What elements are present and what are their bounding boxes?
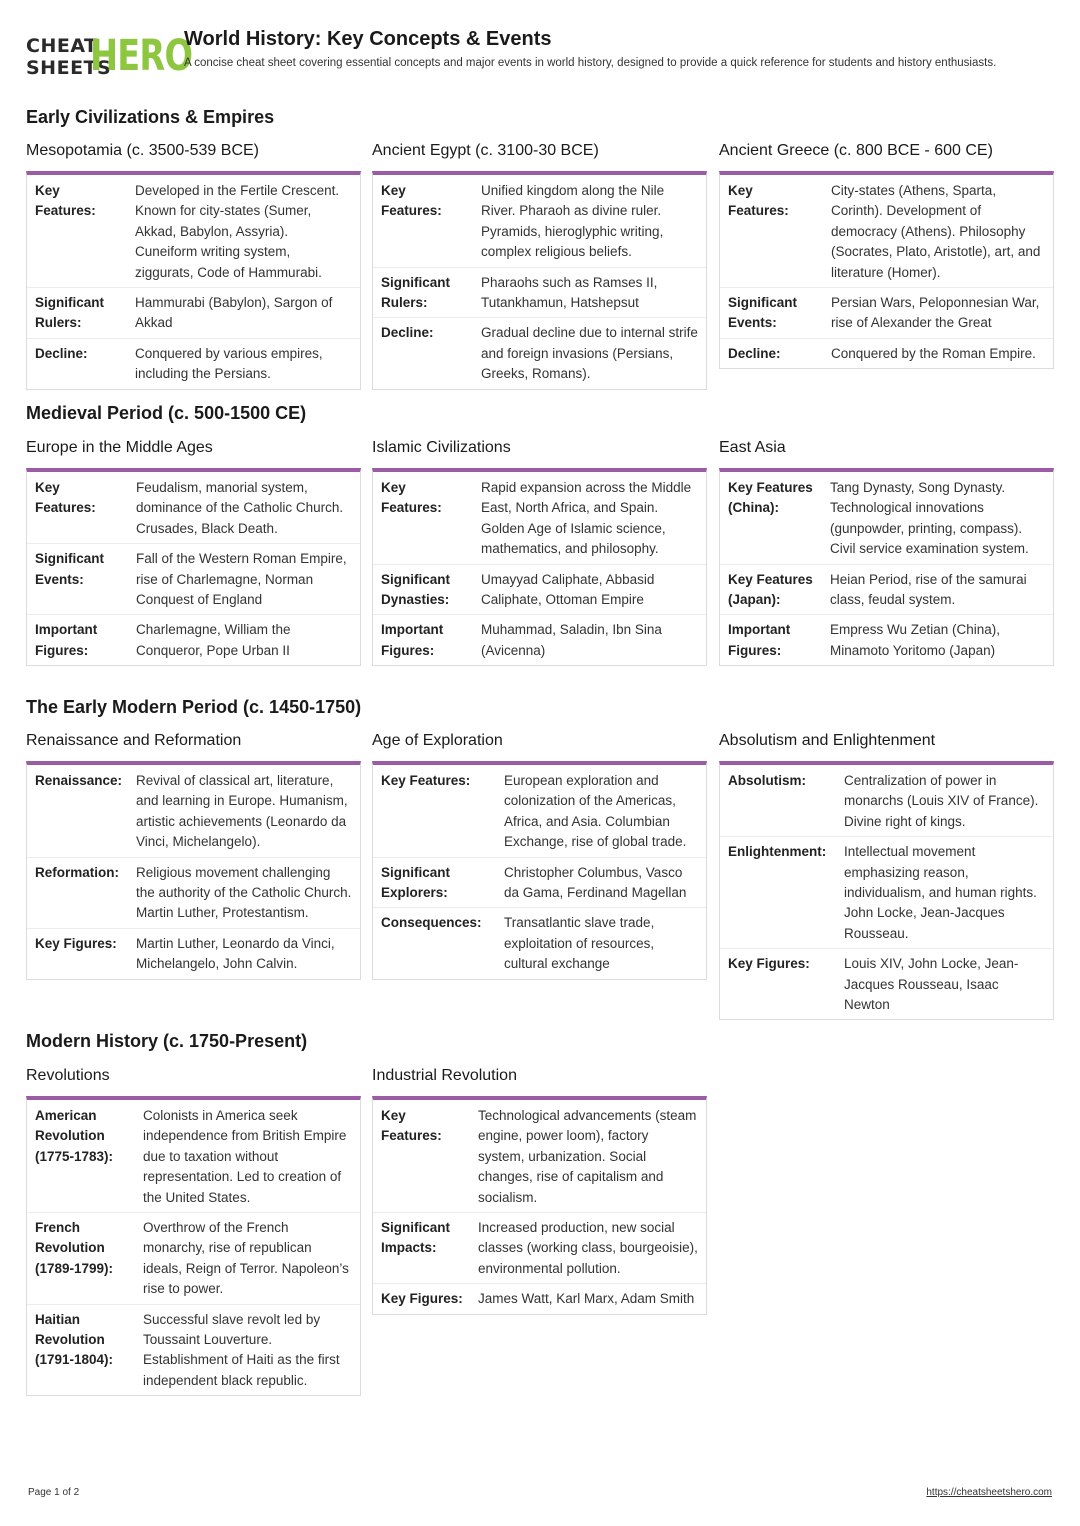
row-value: Heian Period, rise of the samurai class, feudal system. xyxy=(830,571,1027,608)
row-label: Important Figures: xyxy=(728,622,791,658)
row-value: City-states (Athens, Sparta, Corinth). Development of democracy (Athens). Philosophy (Socrates, Plato, Aristotle), art, and literature (Homer). xyxy=(831,183,1041,280)
card-industrial-revolution xyxy=(372,1065,707,1315)
row-value: Feudalism, manorial system, dominance of the Catholic Church. Crusades, Black Death. xyxy=(136,480,344,536)
footer-link[interactable]: https://cheatsheetshero.com xyxy=(926,1487,1052,1498)
card-mesopotamia xyxy=(26,140,361,390)
row-label: Decline: xyxy=(35,345,88,361)
table-row xyxy=(27,1100,360,1212)
card-europe-middle-ages xyxy=(26,437,361,666)
table-row xyxy=(27,928,360,979)
table-row xyxy=(720,765,1053,836)
table-row xyxy=(27,338,360,389)
section-heading: Modern History (c. 1750-Present) xyxy=(26,1031,308,1051)
table-row xyxy=(373,267,706,318)
table-row xyxy=(373,907,706,978)
card-body xyxy=(719,468,1054,666)
table-row xyxy=(27,765,360,857)
row-label: Key Features (China): xyxy=(728,480,813,516)
card-title: Islamic Civilizations xyxy=(372,439,511,456)
card-east-asia xyxy=(719,437,1054,666)
table-row xyxy=(27,614,360,665)
card-body xyxy=(26,1096,361,1396)
row-label: Significant Rulers: xyxy=(35,295,105,331)
logo-text-hero: HERO xyxy=(90,31,193,81)
row-value: Conquered by the Roman Empire. xyxy=(831,345,1036,361)
card-title: Revolutions xyxy=(26,1067,110,1084)
row-value: Pharaohs such as Ramses II, Tutankhamun, Hatshepsut xyxy=(481,274,658,311)
row-label: Enlightenment: xyxy=(728,844,827,860)
row-label: Significant Impacts: xyxy=(381,1220,451,1256)
row-value: Unified kingdom along the Nile River. Pharaoh as divine ruler. Pyramids, hieroglyphic writing, complex religious beliefs. xyxy=(481,183,665,260)
table-row xyxy=(373,1283,706,1313)
row-label: Key Figures: xyxy=(35,935,117,951)
card-body xyxy=(372,468,707,666)
table-row xyxy=(373,472,706,564)
row-label: Absolutism: xyxy=(728,773,807,788)
row-value: Empress Wu Zetian (China), Minamoto Yoritomo (Japan) xyxy=(830,622,1001,658)
cheatsheets-hero-logo[interactable] xyxy=(26,31,193,81)
card-body xyxy=(372,761,707,980)
row-value: Centralization of power in monarchs (Louis XIV of France). Divine right of kings. xyxy=(844,773,1039,829)
row-label: Decline: xyxy=(381,325,434,341)
row-label: Key Features: xyxy=(381,183,442,219)
card-body xyxy=(719,761,1054,1020)
page-header xyxy=(26,28,1056,88)
card-title: Ancient Egypt (c. 3100-30 BCE) xyxy=(372,142,599,159)
card-body xyxy=(26,171,361,390)
table-row xyxy=(27,857,360,928)
card-age-of-exploration xyxy=(372,730,707,980)
row-value: Technological advancements (steam engine, power loom), factory system, urbanization. Social changes, rise of capitalism and socialism. xyxy=(478,1108,697,1205)
card-title: East Asia xyxy=(719,439,786,456)
table-row xyxy=(720,948,1053,1019)
card-title: Industrial Revolution xyxy=(372,1067,517,1084)
card-islamic-civilizations xyxy=(372,437,707,666)
table-row xyxy=(720,564,1053,615)
row-value: Increased production, new social classes (working class, bourgeoisie), environmental pollution. xyxy=(478,1220,698,1276)
card-body xyxy=(26,761,361,980)
row-label: Key Features: xyxy=(35,183,96,219)
table-row xyxy=(27,1304,360,1396)
row-value: Successful slave revolt led by Toussaint Louverture. Establishment of Haiti as the first independent black republic. xyxy=(143,1311,340,1388)
table-row xyxy=(373,175,706,267)
row-value: Colonists in America seek independence from British Empire due to taxation without representation. Led to creation of the United States. xyxy=(143,1108,347,1205)
row-value: European exploration and colonization of the Americas, Africa, and Asia. Columbian Exchange, rise of global trade. xyxy=(504,773,687,850)
row-value: Christopher Columbus, Vasco da Gama, Ferdinand Magellan xyxy=(504,864,687,901)
card-title: Renaissance and Reformation xyxy=(26,732,242,749)
row-value: Hammurabi (Babylon), Sargon of Akkad xyxy=(135,295,333,331)
row-label: Significant Dynasties: xyxy=(381,571,451,608)
table-row xyxy=(720,338,1053,368)
row-label: Key Figures: xyxy=(728,956,810,972)
table-row xyxy=(720,287,1053,338)
table-row xyxy=(27,175,360,287)
logo-text-sheets: SHEETS xyxy=(26,57,112,79)
row-label: Significant Rulers: xyxy=(381,274,451,311)
card-ancient-greece xyxy=(719,140,1054,369)
row-label: Key Features: xyxy=(381,1108,442,1144)
page-number: Page 1 of 2 xyxy=(28,1487,80,1498)
row-label: Important Figures: xyxy=(35,622,98,658)
card-title: Age of Exploration xyxy=(372,732,503,749)
row-value: Tang Dynasty, Song Dynasty. Technological innovations (gunpowder, printing, compass). Civil service examination system. xyxy=(830,480,1029,557)
row-label: Decline: xyxy=(728,345,781,361)
card-body xyxy=(372,1096,707,1315)
row-value: Persian Wars, Peloponnesian War, rise of Alexander the Great xyxy=(831,295,1040,331)
card-title: Ancient Greece (c. 800 BCE - 600 CE) xyxy=(719,142,993,159)
table-row xyxy=(373,1100,706,1212)
table-row xyxy=(27,287,360,338)
row-label: Key Features: xyxy=(381,773,471,788)
table-row xyxy=(373,857,706,908)
table-row xyxy=(373,564,706,615)
table-row xyxy=(373,614,706,665)
section-heading: Early Civilizations & Empires xyxy=(26,107,275,127)
row-value: Religious movement challenging the authority of the Catholic Church. Martin Luther, Protestantism. xyxy=(136,864,352,921)
row-label: Key Features (Japan): xyxy=(728,571,813,608)
table-row xyxy=(373,1212,706,1283)
row-label: Significant Events: xyxy=(35,551,105,587)
row-label: Key Features: xyxy=(35,480,96,516)
row-label: Key Figures: xyxy=(381,1291,463,1307)
row-label: Significant Events: xyxy=(728,295,798,331)
row-value: Fall of the Western Roman Empire, rise of Charlemagne, Norman Conquest of England xyxy=(136,551,347,608)
card-renaissance-reformation xyxy=(26,730,361,980)
page-title: World History: Key Concepts & Events xyxy=(184,28,552,50)
table-row xyxy=(373,317,706,388)
page-subtitle: A concise cheat sheet covering essential concepts and major events in world history, designed to provide a quick reference for students and history enthusiasts. xyxy=(184,57,997,69)
card-title: Absolutism and Enlightenment xyxy=(719,732,936,749)
row-value: Gradual decline due to internal strife and foreign invasions (Persians, Greeks, Romans). xyxy=(481,325,698,382)
table-row xyxy=(27,472,360,543)
row-value: Conquered by various empires, including the Persians. xyxy=(135,345,323,382)
table-row xyxy=(27,543,360,614)
row-label: American Revolution (1775-1783): xyxy=(35,1108,114,1164)
row-value: Intellectual movement emphasizing reason, individualism, and human rights. John Locke, Jean-Jacques Rousseau. xyxy=(844,844,1037,941)
row-value: Charlemagne, William the Conqueror, Pope Urban II xyxy=(136,622,291,658)
row-label: Key Features: xyxy=(381,480,442,516)
row-value: Transatlantic slave trade, exploitation of resources, cultural exchange xyxy=(504,915,655,972)
row-label: Significant Explorers: xyxy=(381,864,451,901)
table-row xyxy=(373,765,706,857)
row-label: Haitian Revolution (1791-1804): xyxy=(35,1311,114,1368)
table-row xyxy=(720,472,1053,564)
card-title: Europe in the Middle Ages xyxy=(26,439,213,456)
card-title: Mesopotamia (c. 3500-539 BCE) xyxy=(26,142,259,159)
card-ancient-egypt xyxy=(372,140,707,390)
row-value: Martin Luther, Leonardo da Vinci, Michelangelo, John Calvin. xyxy=(136,935,335,972)
row-label: French Revolution (1789-1799): xyxy=(35,1220,114,1276)
section-heading: The Early Modern Period (c. 1450-1750) xyxy=(26,697,362,717)
table-row xyxy=(720,836,1053,948)
row-value: Overthrow of the French monarchy, rise of republican ideals, Reign of Terror. Napoleon’s rise to power. xyxy=(143,1220,349,1297)
row-label: Consequences: xyxy=(381,915,482,931)
row-value: Umayyad Caliphate, Abbasid Caliphate, Ottoman Empire xyxy=(481,571,655,608)
row-label: Reformation: xyxy=(35,864,119,880)
card-body xyxy=(719,171,1054,369)
logo-text-cheat: CHEAT xyxy=(26,35,98,57)
row-label: Key Features: xyxy=(728,183,789,219)
card-body xyxy=(26,468,361,666)
card-revolutions xyxy=(26,1065,361,1396)
table-row xyxy=(720,175,1053,287)
row-value: Developed in the Fertile Crescent. Known for city-states (Sumer, Akkad, Babylon, Assyria). Cuneiform writing system, ziggurats, Code of Hammurabi. xyxy=(135,183,340,280)
table-row xyxy=(27,1212,360,1304)
row-value: James Watt, Karl Marx, Adam Smith xyxy=(478,1291,695,1307)
row-value: Rapid expansion across the Middle East, North Africa, and Spain. Golden Age of Islamic science, mathematics, and philosophy. xyxy=(481,480,692,557)
row-label: Renaissance: xyxy=(35,773,123,788)
table-row xyxy=(720,614,1053,665)
row-value: Louis XIV, John Locke, Jean-Jacques Rousseau, Isaac Newton xyxy=(844,956,1019,1013)
row-value: Muhammad, Saladin, Ibn Sina (Avicenna) xyxy=(481,622,662,658)
row-label: Important Figures: xyxy=(381,622,444,658)
row-value: Revival of classical art, literature, and learning in Europe. Humanism, artistic achievements (Leonardo da Vinci, Michelangelo). xyxy=(136,773,348,850)
card-body xyxy=(372,171,707,390)
section-heading: Medieval Period (c. 500-1500 CE) xyxy=(26,403,307,423)
card-absolutism-enlightenment xyxy=(719,730,1054,1020)
